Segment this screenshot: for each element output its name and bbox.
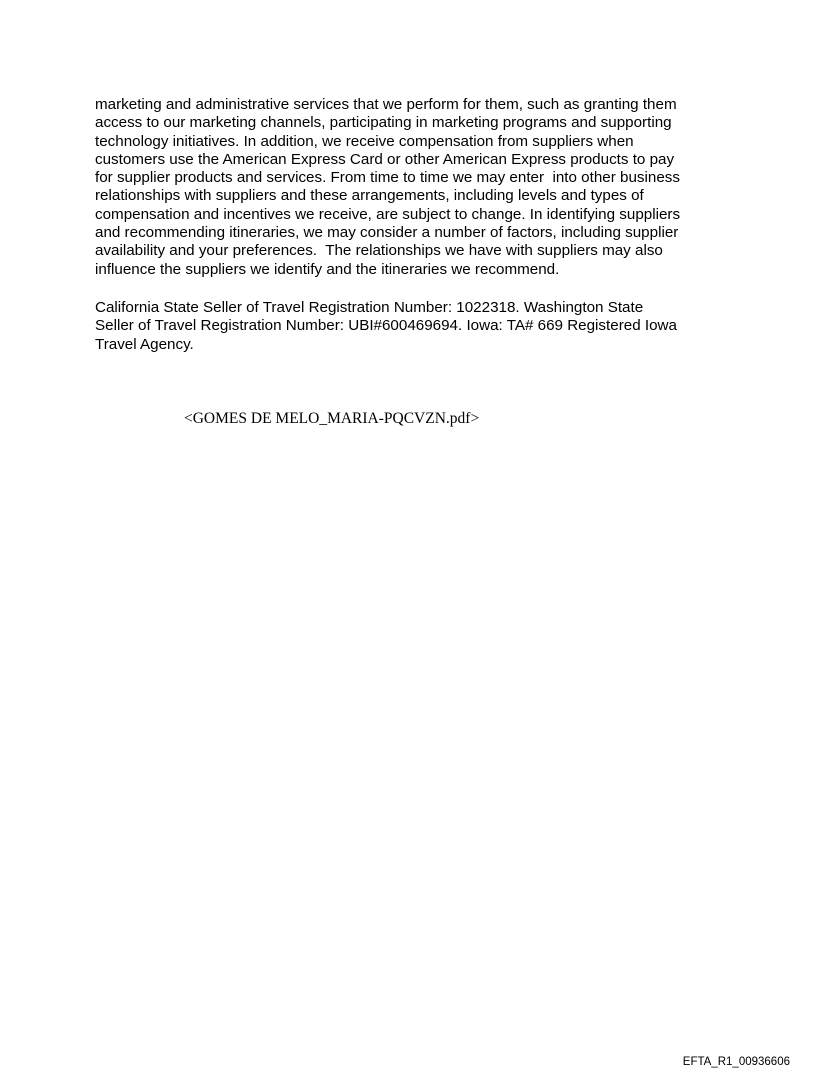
text-line: California State Seller of Travel Registration Number: 1022318. Washington State (95, 299, 644, 316)
supplier-compensation-paragraph (95, 96, 735, 279)
text-line: for supplier products and services. From time to time we may enter into other business (95, 169, 680, 187)
text-line: customers use the American Express Card or other American Express products to pay (95, 150, 675, 168)
text-line: access to our marketing channels, participating in marketing programs and supporting (95, 114, 672, 132)
text-line: availability and your preferences. The relationships we have with suppliers may also (95, 242, 663, 260)
travel-registration-paragraph (95, 299, 735, 354)
document-id-footer: EFTA_R1_00936606 (682, 1056, 790, 1068)
text-line: marketing and administrative services that we perform for them, such as granting them (95, 96, 677, 113)
text-line: technology initiatives. In addition, we receive compensation from suppliers when (95, 132, 634, 150)
text-line: influence the suppliers we identify and the itineraries we recommend. (95, 260, 560, 278)
text-line: compensation and incentives we receive, are subject to change. In identifying suppliers (95, 205, 681, 223)
text-line: relationships with suppliers and these arrangements, including levels and types of (95, 187, 644, 205)
text-line: Seller of Travel Registration Number: UBI#600469694. Iowa: TA# 669 Registered Iowa (95, 317, 677, 335)
attachment-filename: <GOMES DE MELO_MARIA-PQCVZN.pdf> (184, 410, 480, 427)
text-line: Travel Agency. (95, 335, 194, 353)
text-line: and recommending itineraries, we may consider a number of factors, including supplier (95, 224, 679, 242)
